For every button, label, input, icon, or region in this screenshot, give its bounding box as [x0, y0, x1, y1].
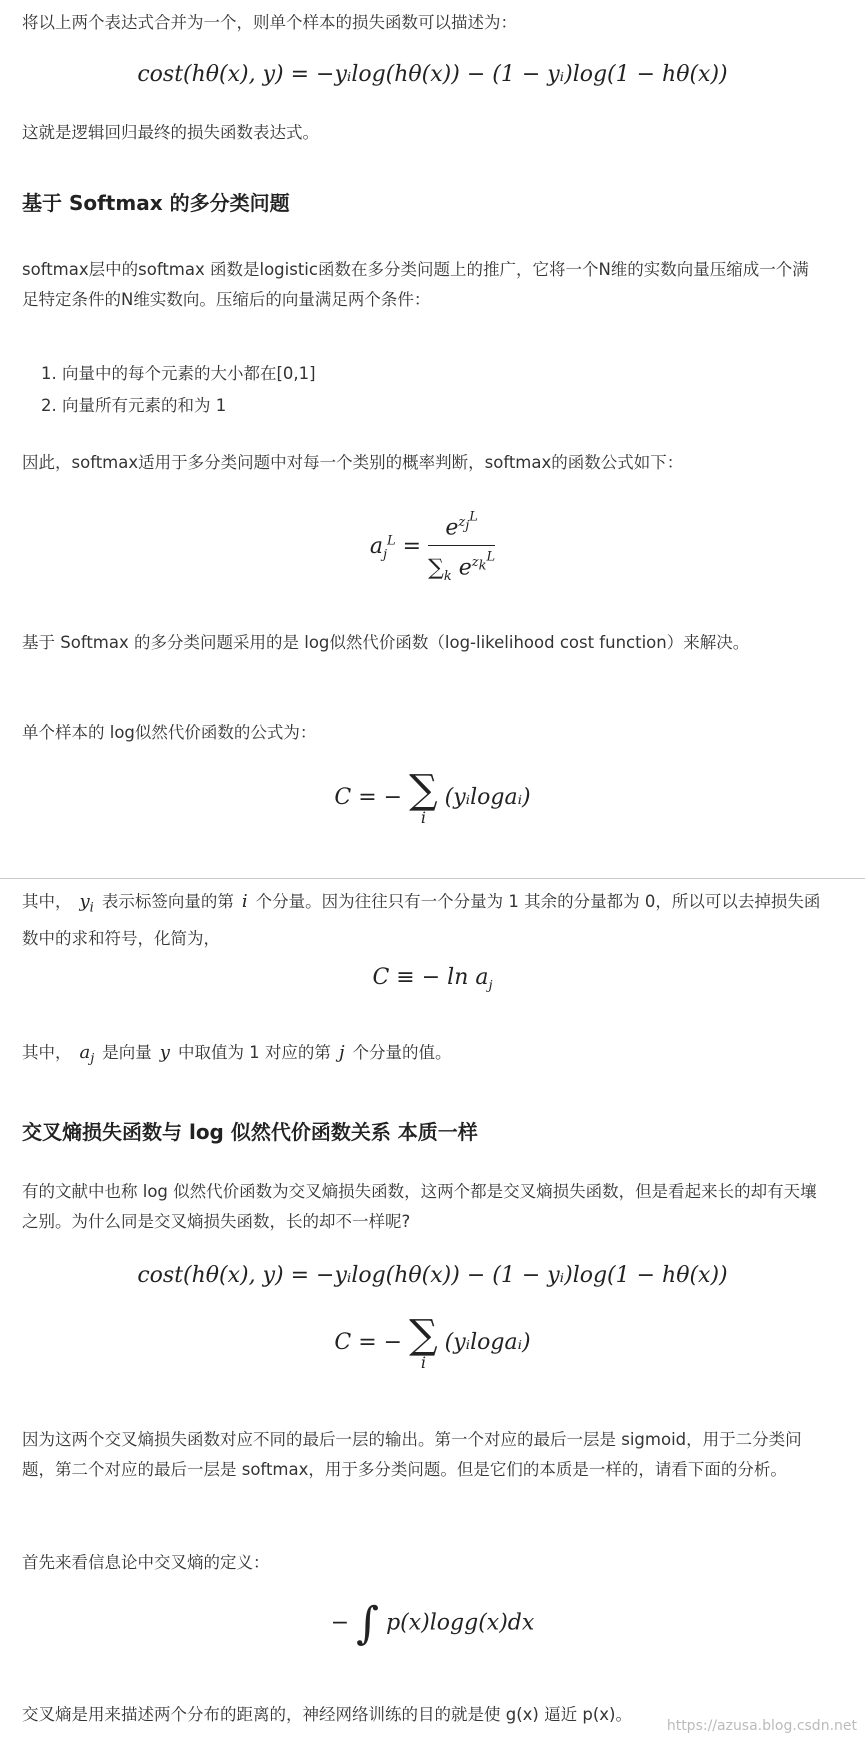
equation-softmax: $a_j^L$ = $\frac{e^{z_j^L}}{\sum_k e^{z_k^L}}$ [369, 510, 496, 584]
equation-log-likelihood: C = − ∑ i (yᵢlogaᵢ) [334, 767, 531, 827]
paragraph-cross-entropy-def: 首先来看信息论中交叉熵的定义： [22, 1553, 270, 1572]
paragraph-combined-loss: 将以上两个表达式合并为一个，则单个样本的损失函数可以描述为： [22, 13, 517, 32]
paragraph-final-loss: 这就是逻辑回归最终的损失函数表达式。 [22, 123, 319, 142]
paragraph-softmax-intro: softmax层中的softmax 函数是logistic函数在多分类问题上的推广，它将一个N维的实数向量压缩成一个满足特定条件的N维实数向。压缩后的向量满足两个条件： [22, 260, 809, 309]
list-item: 2. 向量所有元素的和为 1 [62, 390, 825, 422]
paragraph-different-outputs: 因为这两个交叉熵损失函数对应不同的最后一层的输出。第一个对应的最后一层是 sigmoid，用于二分类问题，第二个对应的最后一层是 softmax，用于多分类问题。但是它们的本质是一样的，请看下面的分析。 [22, 1430, 802, 1479]
paragraph-where-yi: 其中， $y_i$ 表示标签向量的第 i 个分量。因为往往只有一个分量为 1 其余的分量都为 0，所以可以去掉损失函数中的求和符号，化简为， [22, 891, 821, 948]
equation-simplified: C ≡ − $\ln a_j$ [372, 965, 493, 994]
watermark: https://azusa.blog.csdn.net [666, 1718, 857, 1734]
equation-log-likelihood-2: C = − ∑ i (yᵢlogaᵢ) [334, 1312, 531, 1372]
divider [0, 878, 865, 879]
paragraph-log-likelihood: 基于 Softmax 的多分类问题采用的是 log似然代价函数（log-likelihood cost function）来解决。 [22, 633, 750, 652]
paragraph-softmax-formula: 因此，softmax适用于多分类问题中对每一个类别的概率判断，softmax的函数公式如下： [22, 453, 684, 472]
list-item: 1. 向量中的每个元素的大小都在[0,1] [62, 358, 825, 390]
heading-cross-entropy: 交叉熵损失函数与 log 似然代价函数关系 本质一样 [22, 1120, 478, 1144]
conditions-list [22, 358, 825, 422]
paragraph-where-aj: 其中， $a_j$ 是向量 y 中取值为 1 对应的第 j 个分量的值。 [22, 1042, 452, 1067]
paragraph-single-sample: 单个样本的 log似然代价函数的公式为： [22, 723, 317, 742]
paragraph-distance: 交叉熵是用来描述两个分布的距离的，神经网络训练的目的就是使 g(x) 逼近 p(x)。 [22, 1705, 632, 1724]
equation-cross-entropy: − ∫ p(x)logg(x)dx [330, 1598, 535, 1649]
paragraph-cross-entropy-intro: 有的文献中也称 log 似然代价函数为交叉熵损失函数，这两个都是交叉熵损失函数，但是看起来长的却有天壤之别。为什么同是交叉熵损失函数，长的却不一样呢? [22, 1182, 817, 1231]
equation-logistic-cost: cost(hθ(x), y) = −yᵢlog(hθ(x)) − (1 − yᵢ)log(1 − hθ(x)) [137, 62, 728, 87]
equation-logistic-cost-2: cost(hθ(x), y) = −yᵢlog(hθ(x)) − (1 − yᵢ)log(1 − hθ(x)) [137, 1263, 728, 1288]
heading-softmax: 基于 Softmax 的多分类问题 [22, 191, 290, 215]
